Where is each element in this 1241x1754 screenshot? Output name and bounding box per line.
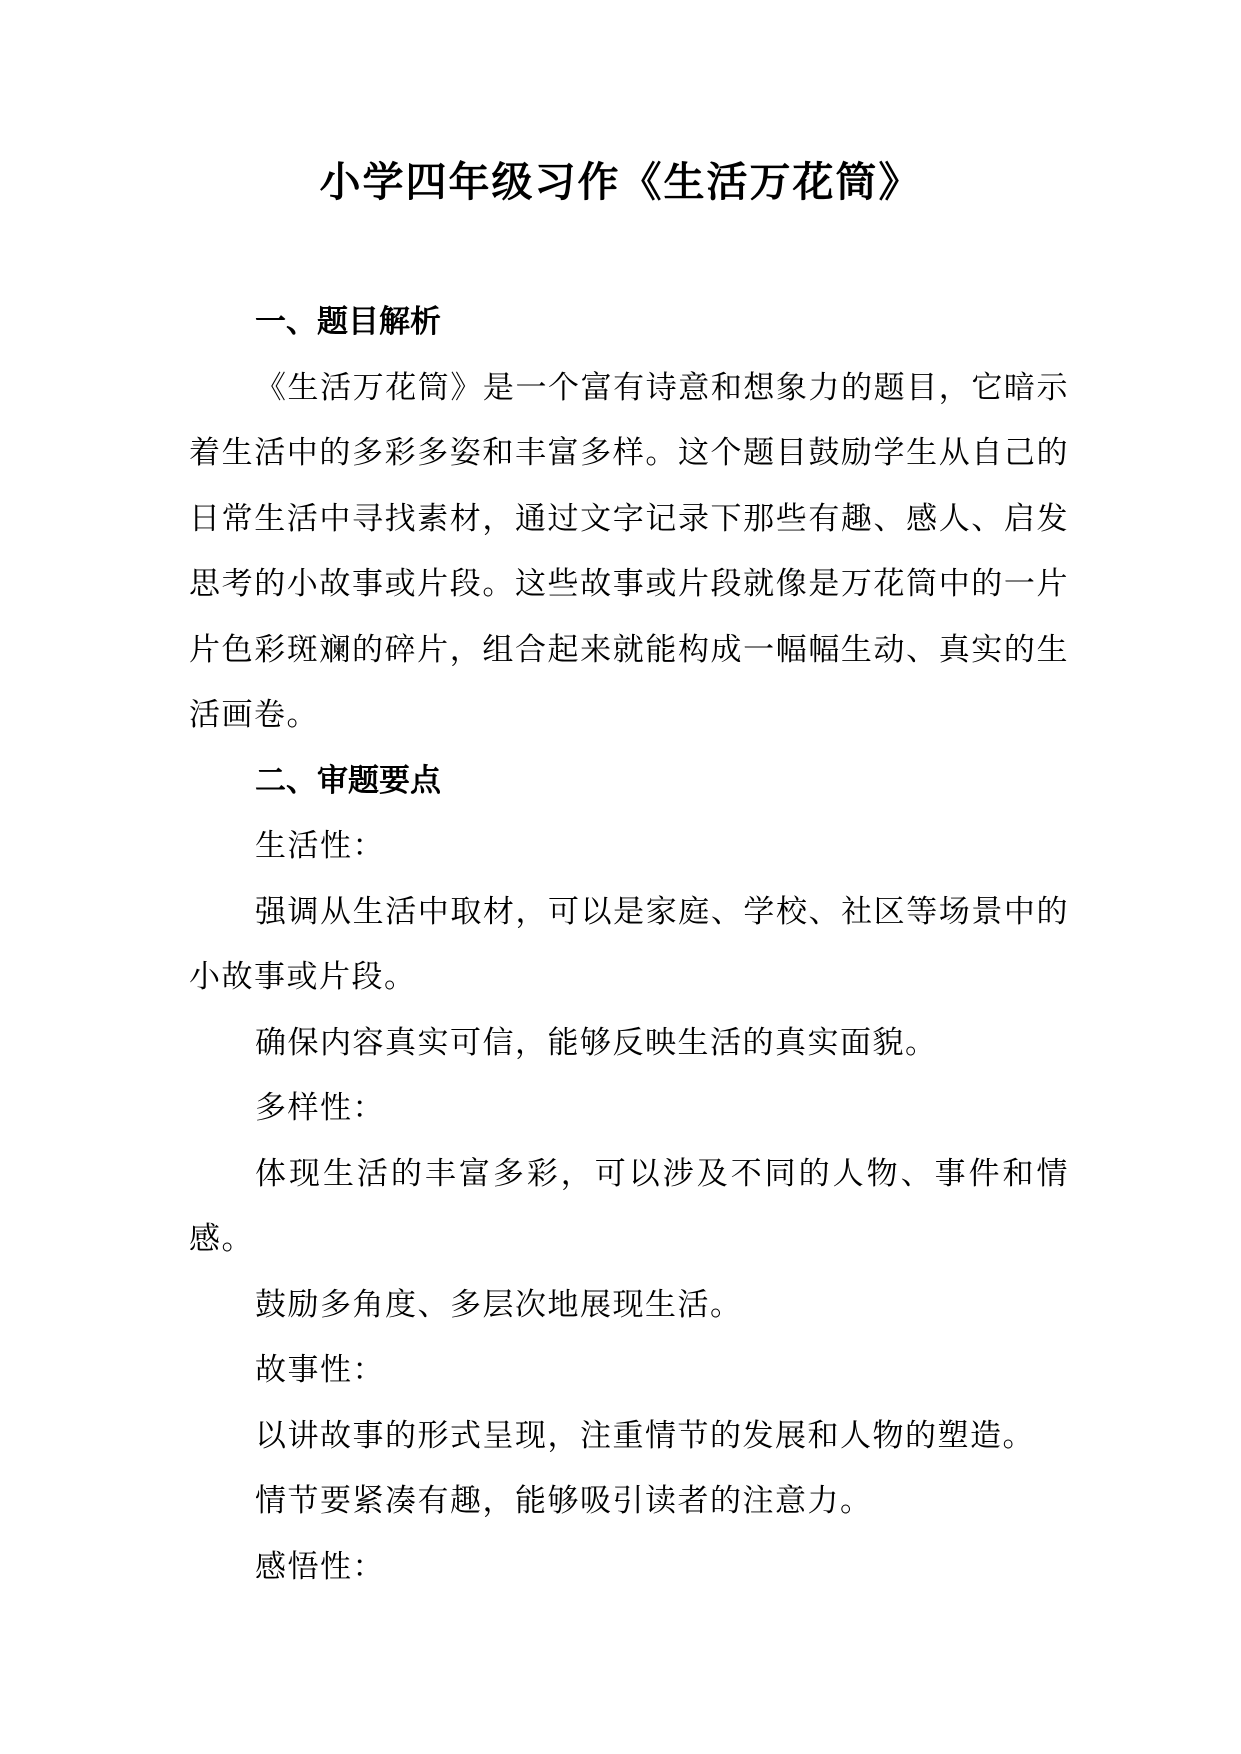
section-heading-key-points: 二、审题要点 (255, 762, 441, 799)
point-label-diversity: 多样性： (255, 1090, 385, 1126)
point-label-insight: 感悟性： (255, 1548, 385, 1585)
analysis-paragraph: 《生活万花筒》是一个富有诗意和想象力的题目，它暗示着生活中的多彩多姿和丰富多样。这个题目鼓励学生从自己的日常生活中寻找素材，通过文字记录下那些有趣、感人、启发思考的小故事或片段。这些故事或片段就像是万花筒中的一片片色彩斑斓的碎片，组合起来就能构成一幅幅生动、真实的生活画卷。 (189, 369, 1069, 733)
point-text: 鼓励多角度、多层次地展现生活。 (255, 1286, 743, 1323)
point-label-story: 故事性： (255, 1352, 385, 1388)
document-body (189, 290, 1069, 1600)
point-text: 强调从生活中取材，可以是家庭、学校、社区等场景中的小故事或片段。 (189, 893, 1069, 995)
point-label-life: 生活性： (255, 828, 385, 864)
point-text: 以讲故事的形式呈现，注重情节的发展和人物的塑造。 (255, 1417, 1035, 1454)
point-text: 情节要紧凑有趣，能够吸引读者的注意力。 (255, 1483, 873, 1519)
section-heading-analysis: 一、题目解析 (255, 304, 441, 340)
point-text: 确保内容真实可信，能够反映生活的真实面貌。 (255, 1024, 938, 1061)
document-title: 小学四年级习作《生活万花筒》 (319, 158, 922, 206)
point-text: 体现生活的丰富多彩，可以涉及不同的人物、事件和情感。 (189, 1155, 1069, 1257)
